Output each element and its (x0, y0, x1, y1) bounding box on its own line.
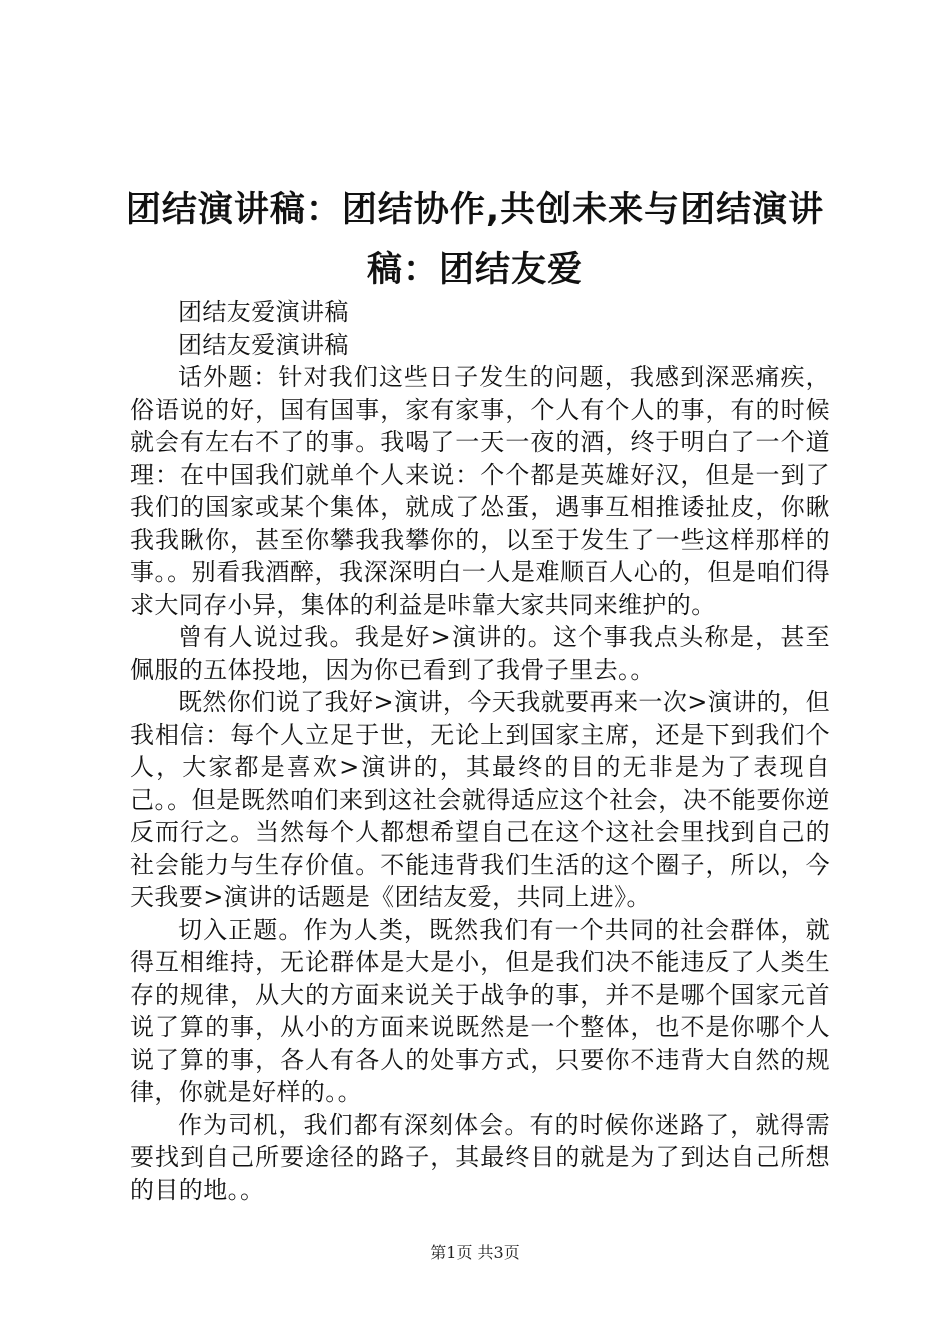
paragraph: 团结友爱演讲稿 (178, 330, 349, 359)
paragraph: 曾有人说过我。我是好>演讲的。这个事我点头称是，甚至佩服的五体投地，因为你已看到了我骨子里去。。 (130, 623, 830, 684)
paragraph: 话外题：针对我们这些日子发生的问题，我感到深恶痛疾，俗语说的好，国有国事，家有家事，个人有个人的事，有的时候就会有左右不了的事。我喝了一天一夜的酒，终于明白了一个道理：在中国我们就单个人来说：个个都是英雄好汉，但是一到了我们的国家或某个集体，就成了怂蛋，遇事互相推诿扯皮，你瞅我我瞅你，甚至你攀我我攀你的，以至于发生了一些这样那样的事。。别看我酒醉，我深深明白一人是难顺百人心的，但是咱们得求大同存小异，集体的利益是咔靠大家共同来维护的。 (130, 363, 830, 619)
paragraph: 切入正题。作为人类，既然我们有一个共同的社会群体，就得互相维持，无论群体是大是小，但是我们决不能违反了人类生存的规律，从大的方面来说关于战争的事，并不是哪个国家元首说了算的事，从小的方面来说既然是一个整体，也不是你哪个人说了算的事，各人有各人的处事方式，只要你不违背大自然的规律，你就是好样的。。 (130, 915, 830, 1106)
page-footer: 第1页 共3页 (430, 1243, 520, 1262)
paragraph: 团结友爱演讲稿 (178, 298, 349, 326)
paragraph: 既然你们说了我好>演讲，今天我就要再来一次>演讲的，但我相信：每个人立足于世，无论上到国家主席，还是下到我们个人，大家都是喜欢>演讲的，其最终的目的无非是为了表现自己。。但是既然咱们来到这社会就得适应这个社会，决不能要你逆反而行之。当然每个人都想希望自己在这个这社会里找到自己的社会能力与生存价值。不能违背我们生活的这个圈子，所以，今天我要>演讲的话题是《团结友爱，共同上进》。 (130, 688, 830, 911)
paragraph: 作为司机，我们都有深刻体会。有的时候你迷路了，就得需要找到自己所要途径的路子，其最终目的就是为了到达自己所想的目的地。。 (130, 1110, 830, 1204)
document-title: 团结演讲稿：团结协作,共创未来与团结演讲稿：团结友爱 (125, 190, 825, 290)
document-body (130, 296, 830, 1206)
